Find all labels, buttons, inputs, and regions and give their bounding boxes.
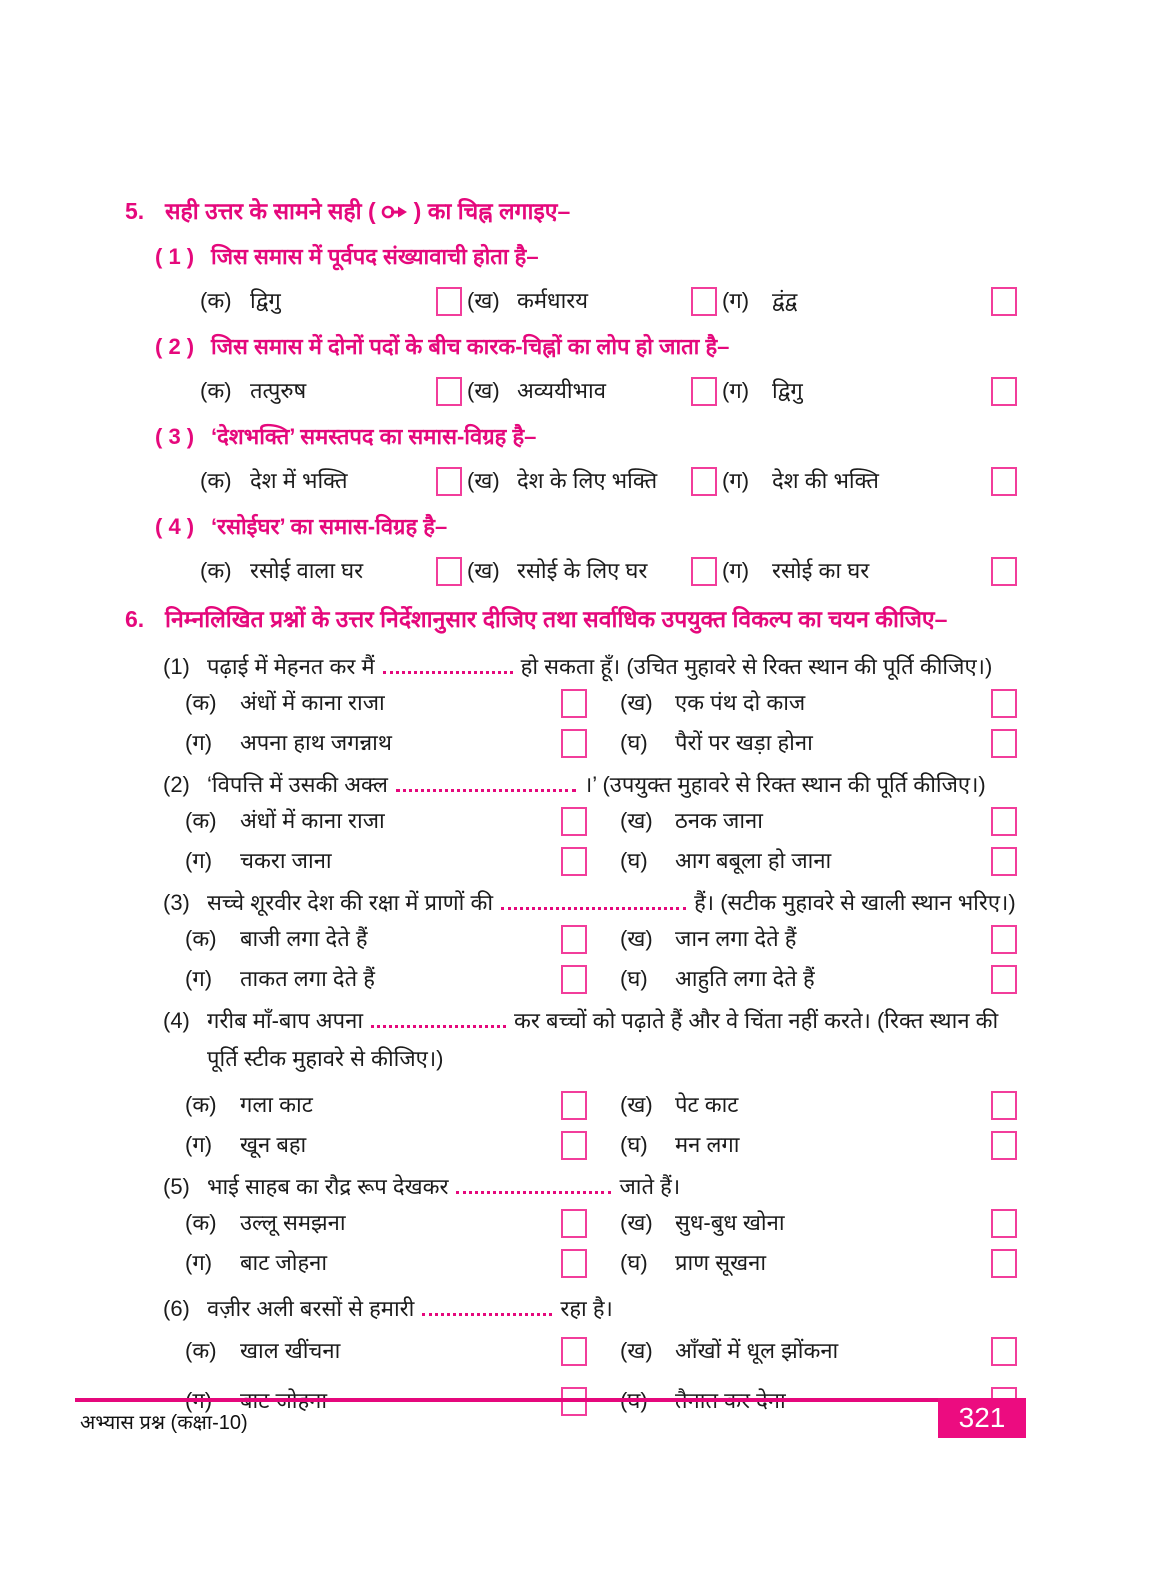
option-kha <box>620 687 1017 719</box>
subquestion-text: जिस समास में दोनों पदों के बीच कारक-चिह्नों का लोप हो जाता है– <box>211 334 730 359</box>
option-text: रसोई के लिए घर <box>517 558 648 583</box>
answer-checkbox[interactable] <box>561 847 587 876</box>
option-kha <box>620 1207 1017 1239</box>
subquestion-heading <box>155 241 1017 273</box>
answer-checkbox[interactable] <box>991 1209 1017 1238</box>
option-text: अंधों में काना राजा <box>240 808 385 833</box>
subquestion-line <box>163 885 1017 921</box>
option-marker: (ख) <box>620 1092 653 1117</box>
subquestion-number: ( 4 ) <box>155 514 195 539</box>
option-marker: (घ) <box>620 966 648 991</box>
question-title: निम्नलिखित प्रश्नों के उत्तर निर्देशानुसार दीजिए तथा सर्वाधिक उपयुक्त विकल्प का चयन कीजिए– <box>165 606 948 632</box>
question-number: 6. <box>125 606 145 632</box>
subquestion-number: (3) <box>163 890 190 915</box>
option-marker: (ग) <box>722 558 750 583</box>
option-ka <box>200 555 462 587</box>
option-marker: (क) <box>200 558 232 583</box>
option-marker: (क) <box>185 1092 217 1117</box>
subquestion-number: ( 2 ) <box>155 334 195 359</box>
option-text: ताकत लगा देते हैं <box>240 966 375 991</box>
answer-checkbox[interactable] <box>991 925 1017 954</box>
pointing-hand-icon <box>380 204 410 220</box>
subquestion-number: ( 1 ) <box>155 244 195 269</box>
option-text: सुध-बुध खोना <box>675 1210 785 1235</box>
page-number-badge <box>938 1398 1026 1438</box>
option-marker: (क) <box>185 690 217 715</box>
option-text: कर्मधारय <box>517 288 589 313</box>
subquestion-line <box>163 1003 1017 1039</box>
options-grid <box>185 1089 1017 1161</box>
answer-checkbox[interactable] <box>991 1249 1017 1278</box>
option-marker: (ख) <box>467 468 500 493</box>
option-text: द्विगु <box>250 288 281 313</box>
q5-subquestion-2 <box>155 331 1017 407</box>
option-marker: (ख) <box>620 926 653 951</box>
answer-checkbox[interactable] <box>561 689 587 718</box>
option-text: प्राण सूखना <box>675 1250 767 1275</box>
option-text: द्विगु <box>772 378 803 403</box>
option-ka <box>200 465 462 497</box>
answer-checkbox[interactable] <box>436 467 462 496</box>
fill-in-blank <box>383 660 513 674</box>
option-marker: (ख) <box>620 808 653 833</box>
subquestion-heading <box>155 331 1017 363</box>
q6-subquestion-3 <box>125 885 1017 995</box>
answer-checkbox[interactable] <box>991 807 1017 836</box>
answer-checkbox[interactable] <box>561 1337 587 1366</box>
answer-checkbox[interactable] <box>991 965 1017 994</box>
options-row <box>200 555 1017 587</box>
answer-checkbox[interactable] <box>561 1131 587 1160</box>
option-marker: (ख) <box>620 1338 653 1363</box>
subquestion-number: (4) <box>163 1008 190 1033</box>
option-kha <box>467 555 717 587</box>
option-text: गला काट <box>240 1092 313 1117</box>
answer-checkbox[interactable] <box>691 467 717 496</box>
question-number: 5. <box>125 198 145 224</box>
question-5-heading <box>125 195 1017 227</box>
option-text: पेट काट <box>675 1092 739 1117</box>
fill-in-blank <box>456 1180 611 1194</box>
answer-checkbox[interactable] <box>991 467 1017 496</box>
answer-checkbox[interactable] <box>991 557 1017 586</box>
subquestion-number: (5) <box>163 1174 190 1199</box>
answer-checkbox[interactable] <box>691 557 717 586</box>
subquestion-text: ‘रसोईघर’ का समास-विग्रह है– <box>211 514 448 539</box>
option-marker: (ख) <box>467 558 500 583</box>
option-ga <box>722 465 1017 497</box>
q6-subquestion-5 <box>125 1169 1017 1279</box>
answer-checkbox[interactable] <box>561 1209 587 1238</box>
option-text: बाजी लगा देते हैं <box>240 926 368 951</box>
subquestion-text: जिस समास में पूर्वपद संख्यावाची होता है– <box>211 244 539 269</box>
options-grid <box>185 1207 1017 1279</box>
q6-subquestion-1 <box>125 649 1017 759</box>
subquestion-line <box>163 649 1017 685</box>
option-gha <box>620 963 1017 995</box>
option-text: आहुति लगा देते हैं <box>675 966 815 991</box>
option-ga <box>185 963 587 995</box>
option-marker: (ग) <box>722 468 750 493</box>
option-gha <box>620 845 1017 877</box>
option-marker: (क) <box>185 1210 217 1235</box>
option-text: रसोई का घर <box>772 558 870 583</box>
q6-subquestion-4 <box>125 1003 1017 1161</box>
option-ga <box>185 845 587 877</box>
option-marker: (क) <box>185 808 217 833</box>
option-text: जान लगा देते हैं <box>675 926 797 951</box>
option-ga <box>722 555 1017 587</box>
answer-checkbox[interactable] <box>991 1131 1017 1160</box>
option-gha <box>620 1247 1017 1279</box>
option-text: आग बबूला हो जाना <box>675 848 832 873</box>
option-ga <box>722 285 1017 317</box>
q5-subquestion-3 <box>155 421 1017 497</box>
answer-checkbox[interactable] <box>436 377 462 406</box>
subquestion-text: ‘विपत्ति में उसकी अक्ल ।’ (उपयुक्त मुहावरे से रिक्त स्थान की पूर्ति कीजिए।) <box>207 772 986 797</box>
answer-checkbox[interactable] <box>436 287 462 316</box>
option-gha <box>620 727 1017 759</box>
option-marker: (ग) <box>185 730 213 755</box>
question-6-heading <box>125 603 1017 635</box>
option-kha <box>620 923 1017 955</box>
subquestion-line <box>163 767 1017 803</box>
option-gha <box>620 1129 1017 1161</box>
answer-checkbox[interactable] <box>436 557 462 586</box>
options-grid <box>185 805 1017 877</box>
answer-checkbox[interactable] <box>991 377 1017 406</box>
option-ka <box>185 1207 587 1239</box>
answer-checkbox[interactable] <box>991 1091 1017 1120</box>
answer-checkbox[interactable] <box>561 965 587 994</box>
option-ga <box>185 1247 587 1279</box>
option-kha <box>620 805 1017 837</box>
option-marker: (क) <box>185 1338 217 1363</box>
option-ka <box>185 1335 587 1367</box>
option-text: पैरों पर खड़ा होना <box>675 730 813 755</box>
option-kha <box>467 465 717 497</box>
option-ka <box>200 285 462 317</box>
option-marker: (ग) <box>185 848 213 873</box>
answer-checkbox[interactable] <box>991 729 1017 758</box>
options-row <box>200 375 1017 407</box>
option-text: खाल खींचना <box>240 1338 341 1363</box>
answer-checkbox[interactable] <box>561 729 587 758</box>
subquestion-text: ‘देशभक्ति’ समस्तपद का समास-विग्रह है– <box>211 424 537 449</box>
option-ga <box>722 375 1017 407</box>
options-row <box>200 465 1017 497</box>
answer-checkbox[interactable] <box>691 377 717 406</box>
option-text: ठनक जाना <box>675 808 763 833</box>
subquestion-text: पढ़ाई में मेहनत कर मैं हो सकता हूँ। (उचित मुहावरे से रिक्त स्थान की पूर्ति कीजिए।) <box>207 654 993 679</box>
option-ka <box>185 923 587 955</box>
options-row <box>200 285 1017 317</box>
question-title: सही उत्तर के सामने सही ( ) का चिह्न लगाइए– <box>165 198 571 224</box>
options-grid <box>185 687 1017 759</box>
answer-checkbox[interactable] <box>561 807 587 836</box>
option-ka <box>200 375 462 407</box>
option-marker: (ख) <box>620 690 653 715</box>
option-ka <box>185 1089 587 1121</box>
option-text: तत्पुरुष <box>250 378 307 403</box>
subquestion-text: वज़ीर अली बरसों से हमारी रहा है। <box>207 1296 613 1321</box>
option-marker: (ग) <box>185 1250 213 1275</box>
option-marker: (घ) <box>620 848 648 873</box>
option-ga <box>185 727 587 759</box>
option-kha <box>620 1335 1017 1367</box>
option-marker: (ख) <box>467 288 500 313</box>
option-text: उल्लू समझना <box>240 1210 346 1235</box>
option-text: बाट जोहना <box>240 1250 328 1275</box>
option-ka <box>185 687 587 719</box>
page-number: 321 <box>958 1402 1006 1433</box>
option-kha <box>467 285 717 317</box>
fill-in-blank <box>501 896 686 910</box>
subquestion-line <box>163 1291 1017 1327</box>
option-marker: (क) <box>200 288 232 313</box>
option-text: आँखों में धूल झोंकना <box>675 1338 839 1363</box>
subquestion-heading <box>155 511 1017 543</box>
option-text: रसोई वाला घर <box>250 558 364 583</box>
q6-subquestion-2 <box>125 767 1017 877</box>
fill-in-blank <box>422 1302 552 1316</box>
answer-checkbox[interactable] <box>561 1249 587 1278</box>
option-text: देश में भक्ति <box>250 468 348 493</box>
option-marker: (घ) <box>620 1250 648 1275</box>
option-ga <box>185 1129 587 1161</box>
option-marker: (घ) <box>620 1132 648 1157</box>
subquestion-text-line2: पूर्ति स्टीक मुहावरे से कीजिए।) <box>207 1046 444 1071</box>
option-ka <box>185 805 587 837</box>
subquestion-text: गरीब माँ-बाप अपना कर बच्चों को पढ़ाते हैं और वे चिंता नहीं करते। (रिक्त स्थान की <box>207 1008 999 1033</box>
option-marker: (क) <box>185 926 217 951</box>
option-marker: (ख) <box>467 378 500 403</box>
subquestion-number: (2) <box>163 772 190 797</box>
option-text: एक पंथ दो काज <box>675 690 806 715</box>
answer-checkbox[interactable] <box>991 689 1017 718</box>
subquestion-number: ( 3 ) <box>155 424 195 449</box>
answer-checkbox[interactable] <box>561 925 587 954</box>
answer-checkbox[interactable] <box>561 1091 587 1120</box>
answer-checkbox[interactable] <box>991 847 1017 876</box>
option-marker: (ग) <box>722 288 750 313</box>
subquestion-text: भाई साहब का रौद्र रूप देखकर जाते हैं। <box>207 1174 681 1199</box>
q5-subquestion-1 <box>155 241 1017 317</box>
option-marker: (ग) <box>722 378 750 403</box>
fill-in-blank <box>396 778 576 792</box>
option-marker: (ग) <box>185 966 213 991</box>
options-grid <box>185 923 1017 995</box>
option-text: चकरा जाना <box>240 848 332 873</box>
option-text: अपना हाथ जगन्नाथ <box>240 730 392 755</box>
option-text: देश के लिए भक्ति <box>517 468 658 493</box>
footer-book-label: अभ्यास प्रश्न (कक्षा-10) <box>80 1412 248 1434</box>
answer-checkbox[interactable] <box>991 287 1017 316</box>
subquestion-line <box>163 1169 1017 1205</box>
option-marker: (क) <box>200 378 232 403</box>
option-marker: (ख) <box>620 1210 653 1235</box>
option-text: अव्ययीभाव <box>517 378 606 403</box>
option-kha <box>620 1089 1017 1121</box>
option-kha <box>467 375 717 407</box>
subquestion-text: सच्चे शूरवीर देश की रक्षा में प्राणों की हैं। (सटीक मुहावरे से खाली स्थान भरिए।) <box>207 890 1016 915</box>
footer-rule <box>75 1398 938 1402</box>
fill-in-blank <box>371 1014 506 1028</box>
answer-checkbox[interactable] <box>691 287 717 316</box>
q5-subquestion-4 <box>155 511 1017 587</box>
option-text: खून बहा <box>240 1132 307 1157</box>
option-text: मन लगा <box>675 1132 740 1157</box>
option-text: द्वंद्व <box>772 288 798 313</box>
subquestion-number: (1) <box>163 654 190 679</box>
option-text: अंधों में काना राजा <box>240 690 385 715</box>
option-text: देश की भक्ति <box>772 468 879 493</box>
option-marker: (ग) <box>185 1132 213 1157</box>
option-marker: (क) <box>200 468 232 493</box>
subquestion-number: (6) <box>163 1296 190 1321</box>
options-grid <box>185 1335 1017 1417</box>
answer-checkbox[interactable] <box>991 1337 1017 1366</box>
subquestion-heading <box>155 421 1017 453</box>
option-marker: (घ) <box>620 730 648 755</box>
